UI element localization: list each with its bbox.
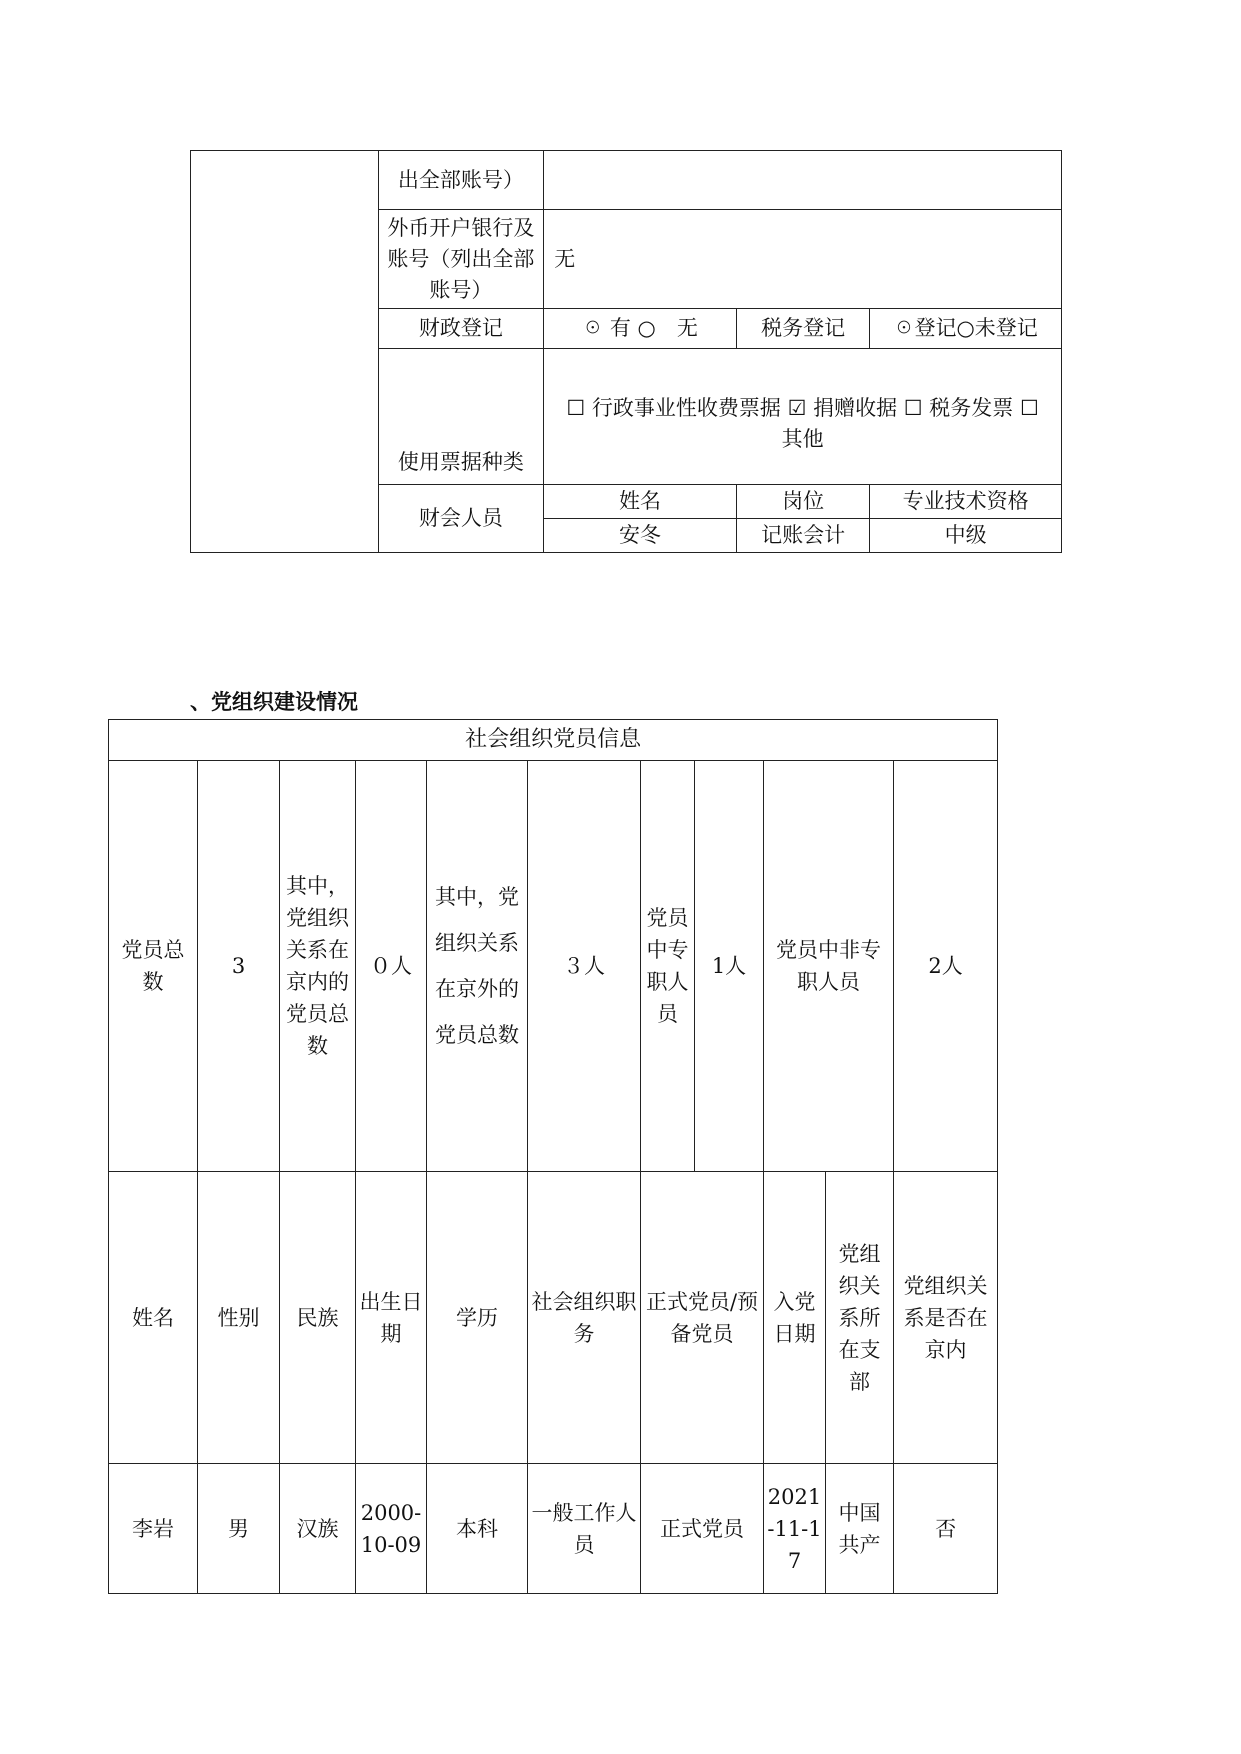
member-gender: 男	[198, 1464, 280, 1594]
finance-table	[190, 150, 1062, 553]
member-in-beijing: 否	[894, 1464, 998, 1594]
member-birth: 2000-10-09	[356, 1464, 427, 1594]
party-table-title: 社会组织党员信息	[109, 720, 998, 761]
account-cont-label: 出全部账号）	[378, 151, 544, 210]
header-branch: 党组织关系所在支部	[826, 1172, 894, 1464]
member-branch: 中国共产	[826, 1464, 894, 1594]
header-name: 姓名	[109, 1172, 198, 1464]
finance-left-cell	[191, 151, 379, 553]
header-member-status: 正式党员/预备党员	[641, 1172, 764, 1464]
member-ethnicity: 汉族	[280, 1464, 356, 1594]
header-birth: 出生日期	[356, 1172, 427, 1464]
foreign-bank-value: 无	[544, 210, 1062, 309]
party-members-table	[108, 719, 998, 1594]
fiscal-reg-label: 财政登记	[378, 309, 544, 349]
total-value: 3	[198, 761, 280, 1172]
header-join-date: 入党日期	[764, 1172, 826, 1464]
in-beijing-label: 其中，党组织关系在京内的党员总数	[280, 761, 356, 1172]
tax-reg-label: 税务登记	[736, 309, 869, 349]
parttime-value: 2人	[894, 761, 998, 1172]
total-label: 党员总数	[109, 761, 198, 1172]
header-ethnicity: 民族	[280, 1172, 356, 1464]
member-education: 本科	[427, 1464, 528, 1594]
member-join-date: 2021-11-17	[764, 1464, 826, 1594]
invoice-options: ☐ 行政事业性收费票据 ☑ 捐赠收据 ☐ 税务发票 ☐ 其他	[544, 349, 1062, 485]
section-heading: 、党组织建设情况	[190, 690, 358, 714]
outside-label: 其中，党组织关系在京外的党员总数	[427, 761, 528, 1172]
fulltime-label: 党员中专职人员	[641, 761, 695, 1172]
parttime-label: 党员中非专职人员	[764, 761, 894, 1172]
fulltime-value: 1人	[695, 761, 764, 1172]
fiscal-reg-value: ☉ 有 ○ 无	[544, 309, 737, 349]
invoice-label: 使用票据种类	[378, 349, 544, 485]
outside-value: ３人	[528, 761, 641, 1172]
header-position: 社会组织职务	[528, 1172, 641, 1464]
accountant-name: 安冬	[544, 519, 737, 553]
member-status: 正式党员	[641, 1464, 764, 1594]
table-row	[109, 1464, 998, 1594]
member-position: 一般工作人员	[528, 1464, 641, 1594]
foreign-bank-label: 外币开户银行及账号（列出全部账号）	[378, 210, 544, 309]
accountant-label: 财会人员	[378, 485, 544, 553]
accountant-qual: 中级	[870, 519, 1062, 553]
accountant-post: 记账会计	[736, 519, 869, 553]
account-cont-value	[544, 151, 1062, 210]
accountant-header-qual: 专业技术资格	[870, 485, 1062, 519]
member-name: 李岩	[109, 1464, 198, 1594]
header-in-beijing: 党组织关系是否在京内	[894, 1172, 998, 1464]
accountant-header-post: 岗位	[736, 485, 869, 519]
header-gender: 性别	[198, 1172, 280, 1464]
in-beijing-value: ０人	[356, 761, 427, 1172]
header-education: 学历	[427, 1172, 528, 1464]
tax-reg-value: ☉登记○未登记	[870, 309, 1062, 349]
accountant-header-name: 姓名	[544, 485, 737, 519]
